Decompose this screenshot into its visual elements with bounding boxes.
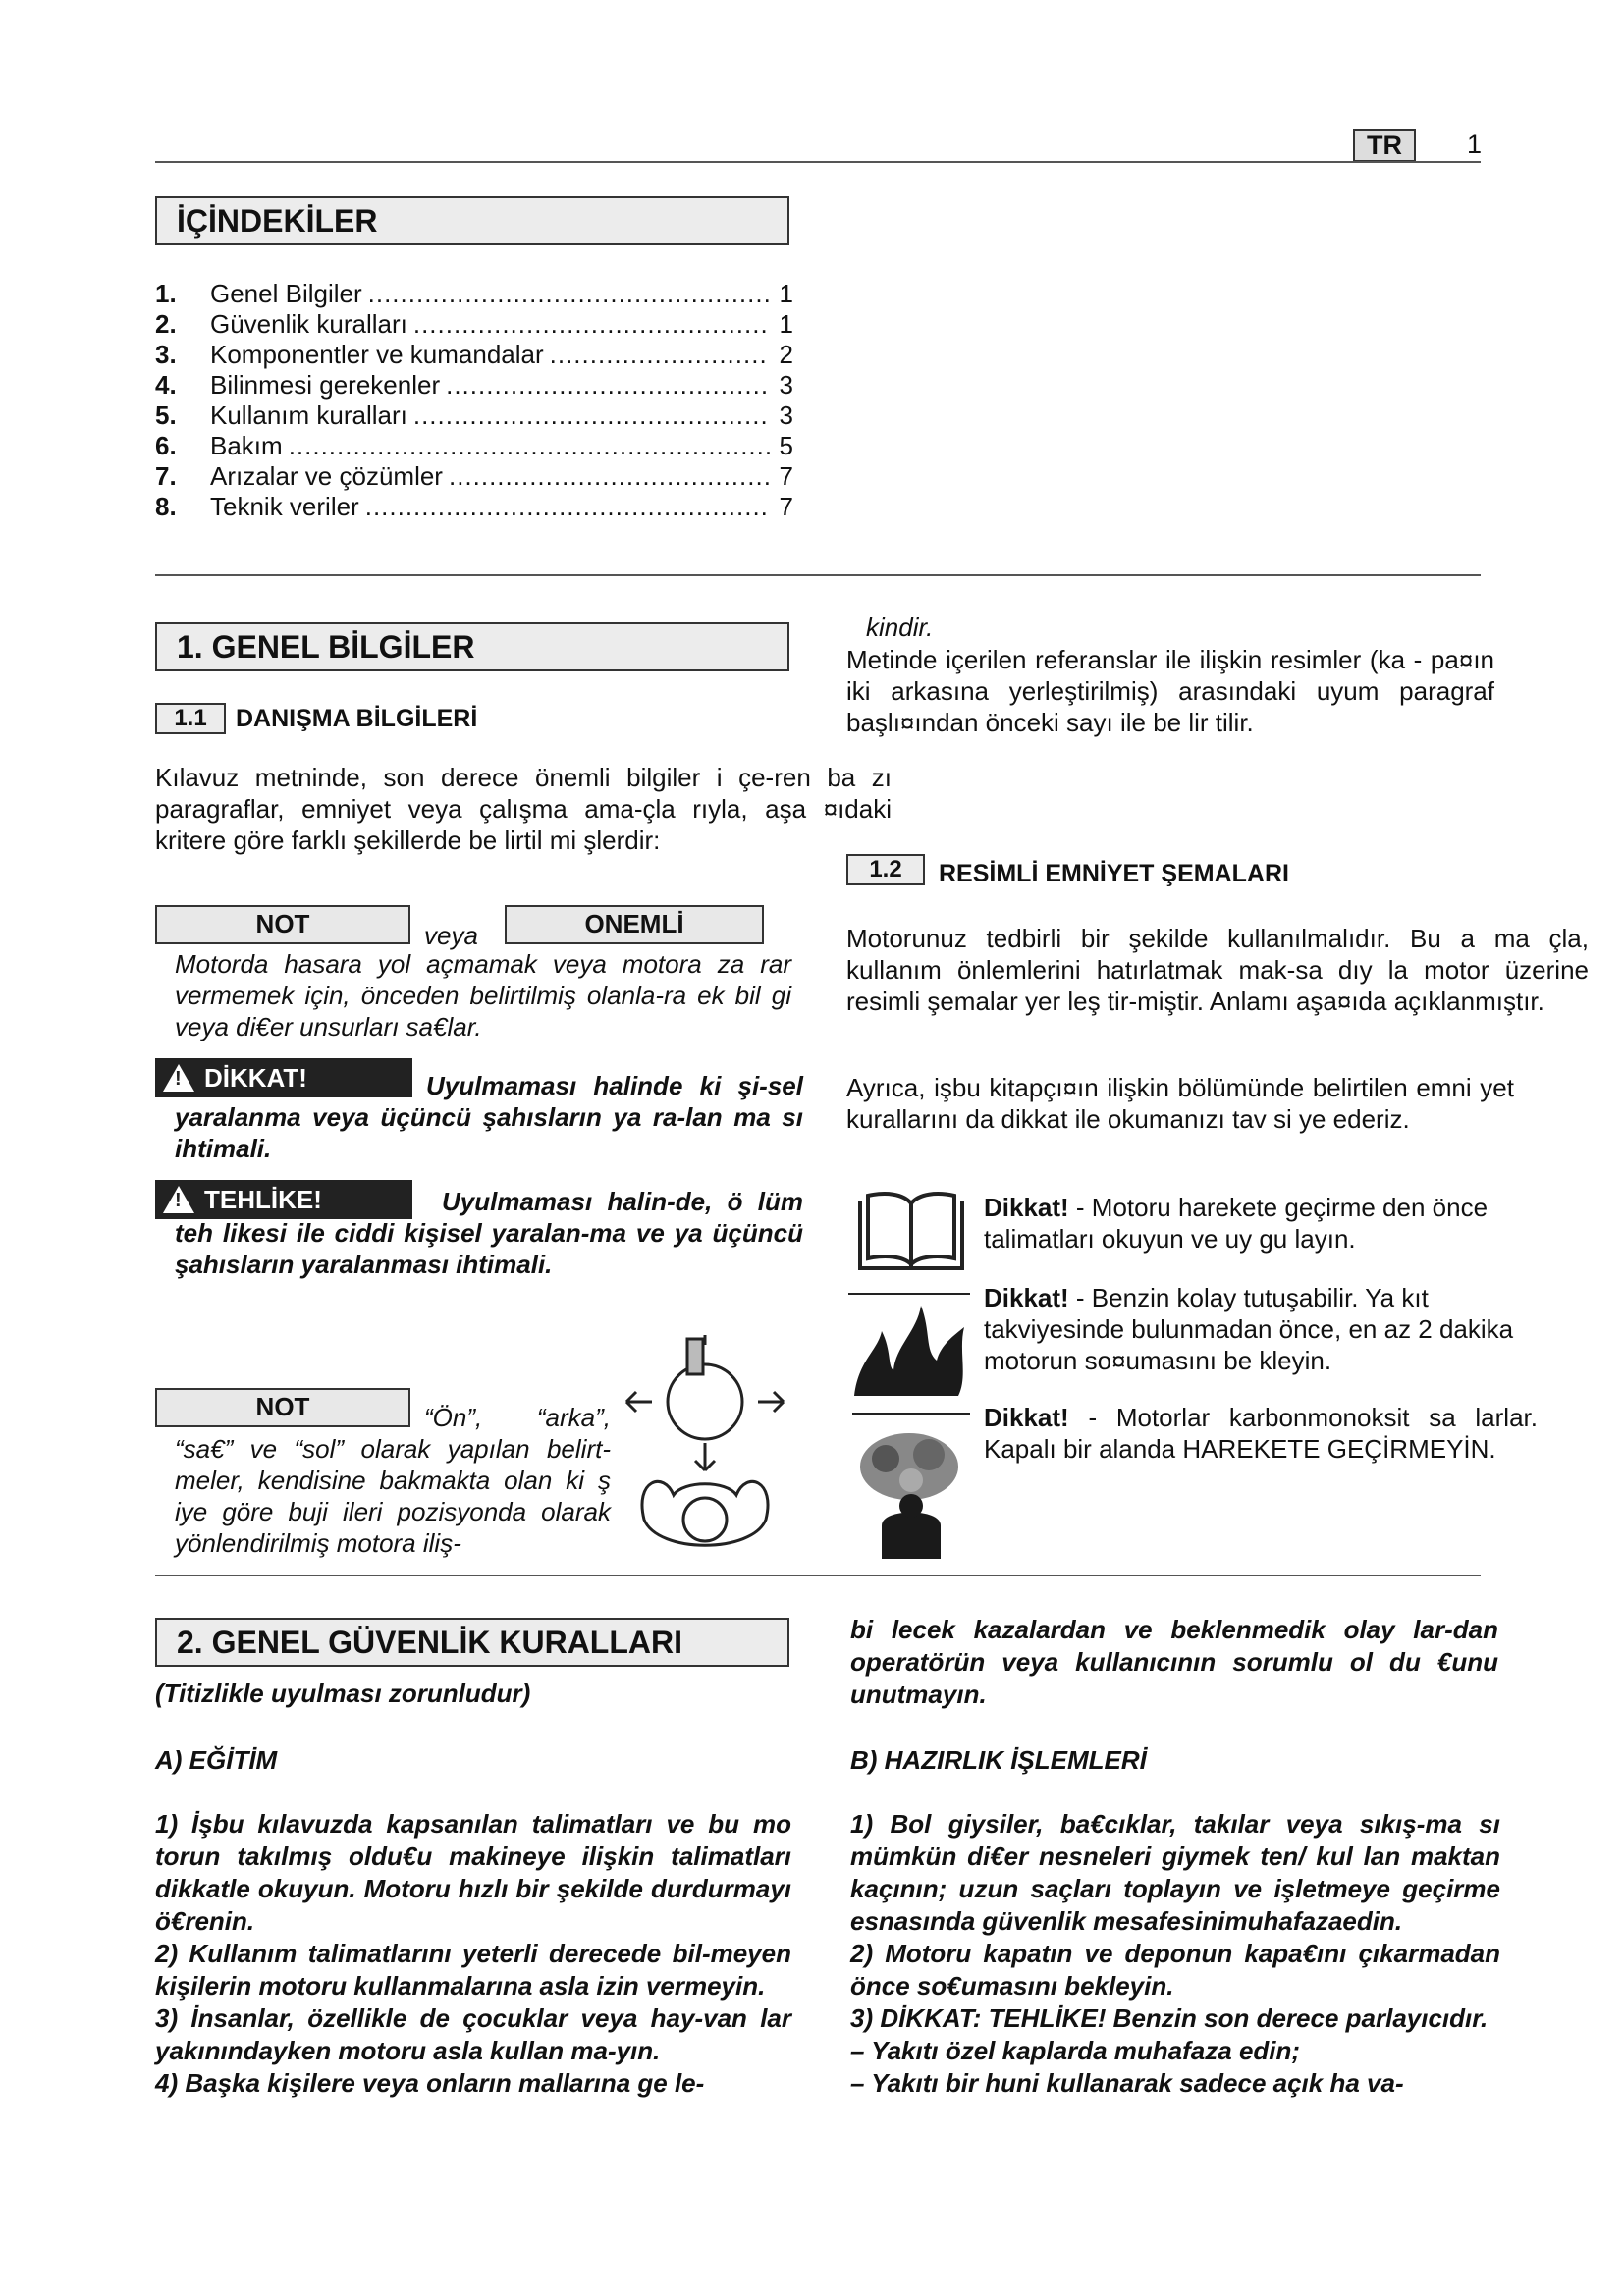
toc-leader-dots — [440, 370, 770, 400]
book-icon — [856, 1188, 966, 1276]
dikkat-text: Uyulmaması halinde ki şi-sel yaralanma veya üçüncü şahısların ya ra-lan ma sı ihtimali. — [175, 1071, 803, 1163]
toc-item — [155, 400, 793, 431]
toc-leader-dots — [283, 431, 770, 461]
right-cont-italic: kindir. — [866, 613, 934, 642]
toc-leader-dots — [407, 309, 770, 340]
toc-item-label: Teknik veriler — [210, 492, 359, 521]
carbon-monoxide-icon — [852, 1412, 970, 1561]
toc-item-number: 5. — [155, 400, 177, 430]
toc-item-number: 8. — [155, 492, 177, 521]
symbol-2-bold: Dikkat! — [984, 1283, 1069, 1312]
veya-text: veya — [424, 921, 478, 950]
toc-item-label: Güvenlik kuralları — [210, 309, 407, 339]
not2-label: NOT — [155, 1388, 410, 1427]
preparation-text: 1) Bol giysiler, ba€cıklar, takılar veya sıkış-ma sı mümkün di€er nesneleri giymek ten/ kul lan maktan kaçının; uzun saçları toplayın ve işletmeye geçirme esnasında güvenlik mesafesinimuhafazaedin. 2) Motoru kapatın ve deponun kapa€ını çıkarmadan önce so€umasını bekleyin. 3) DİKKAT: TEHLİKE! Benzin son derece parlayıcıdır. – Yakıtı özel kaplarda muhafaza edin; – Yakıtı bir huni kullanarak sadece açık ha va- — [850, 1809, 1500, 2098]
symbol-2-text — [984, 1282, 1514, 1376]
section-2-title: 2. GENEL GÜVENLİK KURALLARI — [155, 1618, 789, 1667]
symbol-2-desc: - Benzin kolay tutuşabilir. Ya kıt takviyesinde bulunmadan önce, en az 2 dakika motorun so¤umasını be kleyin. — [984, 1283, 1514, 1375]
toc-item — [155, 492, 793, 522]
toc-item — [155, 370, 793, 400]
training-heading: A) EĞİTİM — [155, 1745, 278, 1775]
toc-item-number: 1. — [155, 279, 177, 308]
toc-item-page: 1 — [779, 309, 793, 339]
page-number: 1 — [1467, 130, 1483, 159]
symbol-1-desc: - Motoru harekete geçirme den önce talimatları okuyun ve uy gu layın. — [984, 1193, 1489, 1254]
toc-item-number: 7. — [155, 461, 177, 491]
toc-item-number: 4. — [155, 370, 177, 400]
not-text: Motorda hasara yol açmamak veya motora za rar vermemek için, önceden belirtilmiş olanla-ra ek bil gi veya di€er unsurları sa€lar. — [175, 949, 791, 1041]
toc-item-page: 7 — [779, 461, 793, 491]
safety-symbols-intro: Motorunuz tedbirli bir şekilde kullanılmalıdır. Bu a ma çla, kullanım önlemlerini hatırlatmak mak-sa dıy la motor üzerine resimli şemalar yer leş tir-miştir. Anlamı aşa¤ıda açıklanmıştır. — [846, 924, 1589, 1016]
subsection-1-1-title: DANIŞMA BİLGİLERİ — [236, 705, 478, 732]
language-badge: TR — [1353, 129, 1416, 162]
toc-leader-dots — [407, 400, 770, 431]
toc-item-number: 6. — [155, 431, 177, 460]
training-text: 1) İşbu kılavuzda kapsanılan talimatları ve bu mo torun takılmış oldu€u makineye ilişkin talimatları dikkatle okuyun. Motoru hızlı bir şekilde durdurmayı ö€renin. 2) Kullanım talimatlarını yeterli derecede bil-meyen kişilerin motoru kullanmalarına asla izin vermeyin. 3) İnsanlar, özellikle de çocuklar veya hay-van lar yakınındayken motoru asla kullan ma-yın. 4) Başka kişilere veya onların mallarına ge le- — [155, 1809, 791, 2098]
toc-item-label: Komponentler ve kumandalar — [210, 340, 544, 369]
toc-leader-dots — [443, 461, 770, 492]
references-paragraph: Metinde içerilen referanslar ile ilişkin resimler (ka - pa¤ın iki arkasına yerleştirilmiş) arasındaki uyum paragraf başlı¤ından önceki sayı ile be lir tilir. — [846, 645, 1494, 737]
section-2-subtitle: (Titizlikle uyulması zorunludur) — [155, 1679, 531, 1708]
toc-title: İÇİNDEKİLER — [155, 196, 789, 245]
toc-leader-dots — [359, 492, 770, 522]
toc-item — [155, 431, 793, 461]
fire-icon — [848, 1292, 970, 1400]
toc-item-label: Genel Bilgiler — [210, 279, 362, 308]
toc-item-page: 2 — [779, 340, 793, 369]
toc-item-page: 3 — [779, 370, 793, 400]
section-1-title: 1. GENEL BİLGİLER — [155, 622, 789, 671]
engine-orientation-icon — [615, 1333, 795, 1561]
toc-item — [155, 461, 793, 492]
dikkat-label-text: DİKKAT! — [204, 1062, 307, 1093]
toc-leader-dots — [544, 340, 770, 370]
table-of-contents — [155, 279, 793, 522]
intro-paragraph: Kılavuz metninde, son derece önemli bilgiler i çe-ren ba zı paragraflar, emniyet veya çalışma ama-çla rıyla, aşa ¤ıdaki kritere göre farklı şekillerde be lirtil mi şlerdir: — [155, 763, 892, 855]
preparation-heading: B) HAZIRLIK İŞLEMLERİ — [850, 1745, 1147, 1775]
toc-item-page: 3 — [779, 400, 793, 430]
toc-item — [155, 340, 793, 370]
section-divider-2 — [155, 1575, 1481, 1576]
toc-item-label: Bakım — [210, 431, 283, 460]
section-divider-1 — [155, 574, 1481, 576]
toc-item-page: 7 — [779, 492, 793, 521]
symbol-3-text — [984, 1402, 1538, 1465]
toc-leader-dots — [362, 279, 770, 309]
toc-item-number: 2. — [155, 309, 177, 339]
not-label: NOT — [155, 905, 410, 944]
toc-item-label: Kullanım kuralları — [210, 400, 407, 430]
toc-item-label: Bilinmesi gerekenler — [210, 370, 441, 400]
toc-item — [155, 309, 793, 340]
subsection-1-2-number: 1.2 — [846, 854, 925, 885]
section-2-right-cont: bi lecek kazalardan ve beklenmedik olay lar-dan operatörün veya kullanıcının sorumlu ol du €unu unutmayın. — [850, 1615, 1498, 1709]
subsection-1-2-title: RESİMLİ EMNİYET ŞEMALARI — [939, 860, 1289, 887]
toc-item — [155, 279, 793, 309]
symbol-1-text — [984, 1192, 1494, 1255]
tehlike-label-text: TEHLİKE! — [204, 1184, 322, 1214]
tehlike-text: Uyulmaması halin-de, ö lüm teh likesi ile ciddi kişisel yaralan-ma ve ya üçüncü şahısların yaralanması ihtimali. — [175, 1187, 803, 1279]
header-rule — [155, 161, 1481, 163]
subsection-1-1-number: 1.1 — [155, 703, 226, 734]
toc-item-label: Arızalar ve çözümler — [210, 461, 443, 491]
toc-item-number: 3. — [155, 340, 177, 369]
symbol-3-desc: - Motorlar karbonmonoksit sa larlar. Kapalı bir alanda HAREKETE GEÇİRMEYİN. — [984, 1403, 1538, 1464]
not2-text: “Ön”, “arka”, “sa€” ve “sol” olarak yapılan belirt-meler, kendisine bakmakta olan ki ş iye göre buji ileri pozisyonda olarak yönlendirilmiş motora iliş- — [175, 1403, 611, 1558]
toc-item-page: 1 — [779, 279, 793, 308]
safety-reading-advice: Ayrıca, işbu kitapçı¤ın ilişkin bölümünde belirtilen emni yet kurallarını da dikkat ile okumanızı tav si ye ederiz. — [846, 1073, 1514, 1134]
toc-item-page: 5 — [779, 431, 793, 460]
symbol-3-bold: Dikkat! — [984, 1403, 1069, 1432]
symbol-1-bold: Dikkat! — [984, 1193, 1069, 1222]
onemli-label: ONEMLİ — [505, 905, 764, 944]
